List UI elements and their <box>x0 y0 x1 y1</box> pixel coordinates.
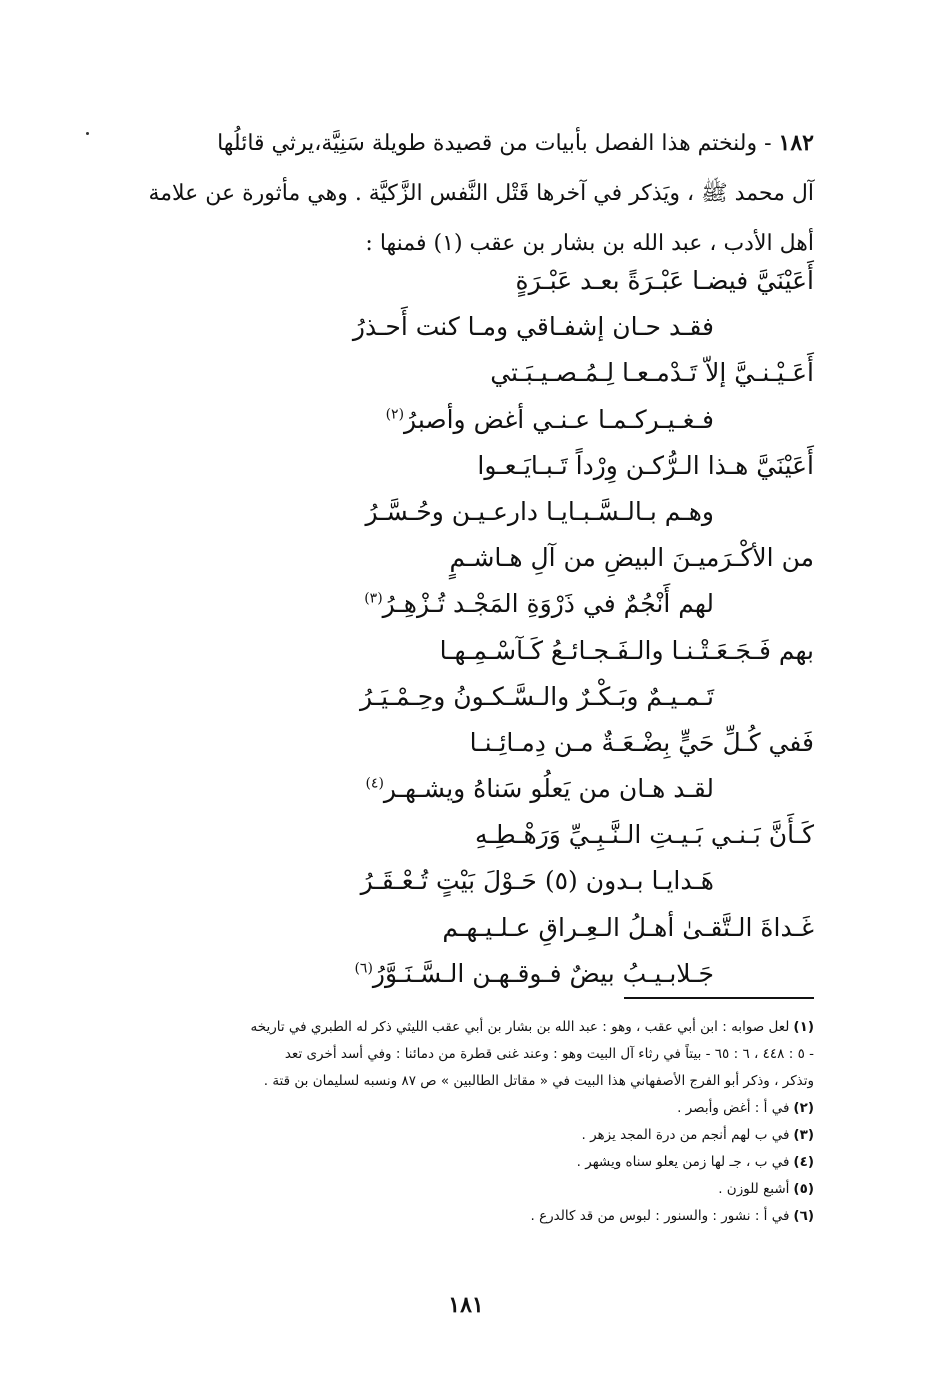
intro-paragraph <box>118 118 814 269</box>
poem-hemistich-text: أَعَـيْـنـيَّ إلاّ تَـدْمـعـا لِـمُـصـيـبَـتي <box>490 358 814 388</box>
footnote-text: في أ : أغض وأبصر . <box>677 1100 790 1116</box>
poem-hemistich <box>118 951 814 997</box>
footnote-number: (٣) <box>793 1127 814 1143</box>
footnote-text: لعل صوابه : ابن أبي عقب ، وهو : عبد الله بن بشار بن أبي عقب الليثي ذكر له الطبري في تاريخه <box>250 1019 790 1035</box>
poem-hemistich <box>118 720 814 766</box>
poem-verses <box>118 258 814 997</box>
poem-hemistich <box>118 535 814 581</box>
poem-hemistich-text: بهم فَـجَـعَـتْـنـا والـفَـجـائـعُ كَـآسْـمِـهـا <box>439 635 814 665</box>
poem-hemistich <box>118 489 814 535</box>
intro-line-1 <box>118 118 814 169</box>
poem-hemistich-text: جَـلابـيـبُ بيضٌ فـوقـهـن الـسَّـنَـوَّرُ <box>372 958 714 988</box>
poem-hemistich <box>118 628 814 674</box>
poem-hemistich <box>118 350 814 396</box>
footnote-line <box>110 1176 814 1203</box>
footnote-line <box>110 1014 814 1041</box>
poem-hemistich <box>118 443 814 489</box>
poem-hemistich <box>118 674 814 720</box>
footnotes-list <box>110 1014 814 1230</box>
footnote-number: (٥) <box>793 1181 814 1197</box>
poem-hemistich-text: فـغـيـركـمـا عـنـي أغض وأصبرُ <box>404 404 714 434</box>
footnote-text: في أ : نشور : والسنور : لبوس من قد كالدرع . <box>530 1208 790 1224</box>
poem-hemistich-text: لهم أَنْجُمٌ في ذَرْوَةِ المَجْـد تُـزْهِـرُ <box>382 589 714 619</box>
poem-hemistich-text: أَعَيْنَيَّ هـذا الـرُّكـن وِرْداً تَـبـايَـعـوا <box>477 450 814 480</box>
scan-speck <box>86 132 89 135</box>
footnote-separator <box>624 997 814 999</box>
footnote-line <box>110 1149 814 1176</box>
footnote-line <box>110 1068 814 1095</box>
footnote-line <box>110 1041 814 1068</box>
footnote-reference: (٦) <box>354 960 373 977</box>
footnote-number: (١) <box>793 1019 814 1035</box>
poem-hemistich-text: غَـداةَ الـتَّقـىٰ أهـلُ الـعِـراقِ عـلـيـهـم <box>442 912 814 942</box>
page-number: ١٨١ <box>448 1292 484 1318</box>
poem-hemistich-text: من الأكْـرَميـنَ البيضِ من آلِ هـاشـمٍ <box>449 543 814 573</box>
footnote-line <box>110 1203 814 1230</box>
poem-hemistich-text: وهـم بـالـسَّـبـايـا دارعـيـن وحُـسَّـرُ <box>365 496 714 526</box>
poem-hemistich-text: كَـأَنَّ بَـنـي بَـيـتِ الـنَّـبِـيِّ وَرَهْـطِـهِ <box>474 820 814 850</box>
poem-hemistich <box>118 812 814 858</box>
footnote-number: (٦) <box>793 1208 814 1224</box>
poem-hemistich-text: تَـمـيـمٌ وبَـكْـرٌ والـسَّـكـونُ وحِـمْـيَـرُ <box>360 681 714 711</box>
poem-hemistich <box>118 304 814 350</box>
footnote-line <box>110 1095 814 1122</box>
poem-hemistich-text: هَـدايـا بـدون (٥) حَـوْلَ بَيْتٍ تُـعْـقَـرُ <box>360 866 714 896</box>
footnote-reference: (٢) <box>385 406 405 423</box>
intro-line-3: أهل الأدب ، عبد الله بن بشار بن عقب (١) فمنها : <box>365 231 814 256</box>
footnote-number: (٤) <box>793 1154 814 1170</box>
poem-hemistich <box>118 858 814 904</box>
poem-hemistich <box>118 905 814 951</box>
footnote-reference: (٣) <box>364 590 383 607</box>
intro-line-1-text: - ولنختم هذا الفصل بأبيات من قصيدة طويلة سَنِيَّة،يرثي قائلُها <box>217 131 772 156</box>
poem-hemistich <box>118 766 814 812</box>
paragraph-number: ١٨٢ <box>778 130 814 156</box>
footnote-text: في ب لهم أنجم من درة المجد يزهر . <box>581 1127 790 1143</box>
poem-hemistich <box>118 397 814 443</box>
poem-hemistich <box>118 581 814 627</box>
poem-hemistich-text: أَعَيْنَيَّ فيضـا عَبْـرَةً بعـد عَبْـرَةٍ <box>515 266 814 295</box>
footnote-line <box>110 1122 814 1149</box>
poem-hemistich <box>118 258 814 304</box>
poem-hemistich-text: فقـد حـان إشفـاقي ومـا كنت أَحـذرُ <box>352 312 714 342</box>
footnote-text: وتذكر ، وذكر أبو الفرج الأصفهاني هذا البيت في « مقاتل الطالبين » ص ٨٧ ونسبه لسليمان بن قتة . <box>263 1073 814 1089</box>
poem-hemistich-text: لقـد هـان من يَعلُو سَناهُ ويشـهـر <box>383 774 714 804</box>
footnote-text: في ب ، جـ لها زمن يعلو سناه ويشهر . <box>576 1154 790 1170</box>
footnote-text: أشبع للوزن . <box>718 1181 790 1197</box>
intro-line-2: آل محمد ﷺ ، ويَذكر في آخرها قَتْل النَّفس الزَّكيَّة . وهي مأثورة عن علامة <box>148 181 814 206</box>
footnote-reference: (٤) <box>365 775 384 792</box>
footnote-number: (٢) <box>793 1100 814 1116</box>
footnote-text: - ٥ : ٤٤٨ ، ٦ : ٦٥ - بيتاً في رثاء آل البيت وهو : وعند غنى قطرة من دمائنا : وفي أسد أخرى تعد <box>284 1046 814 1062</box>
poem-hemistich-text: فَفي كُـلِّ حَيٍّ بِضْـعَـةٌ مـن دِمـائِـنـا <box>469 727 814 757</box>
